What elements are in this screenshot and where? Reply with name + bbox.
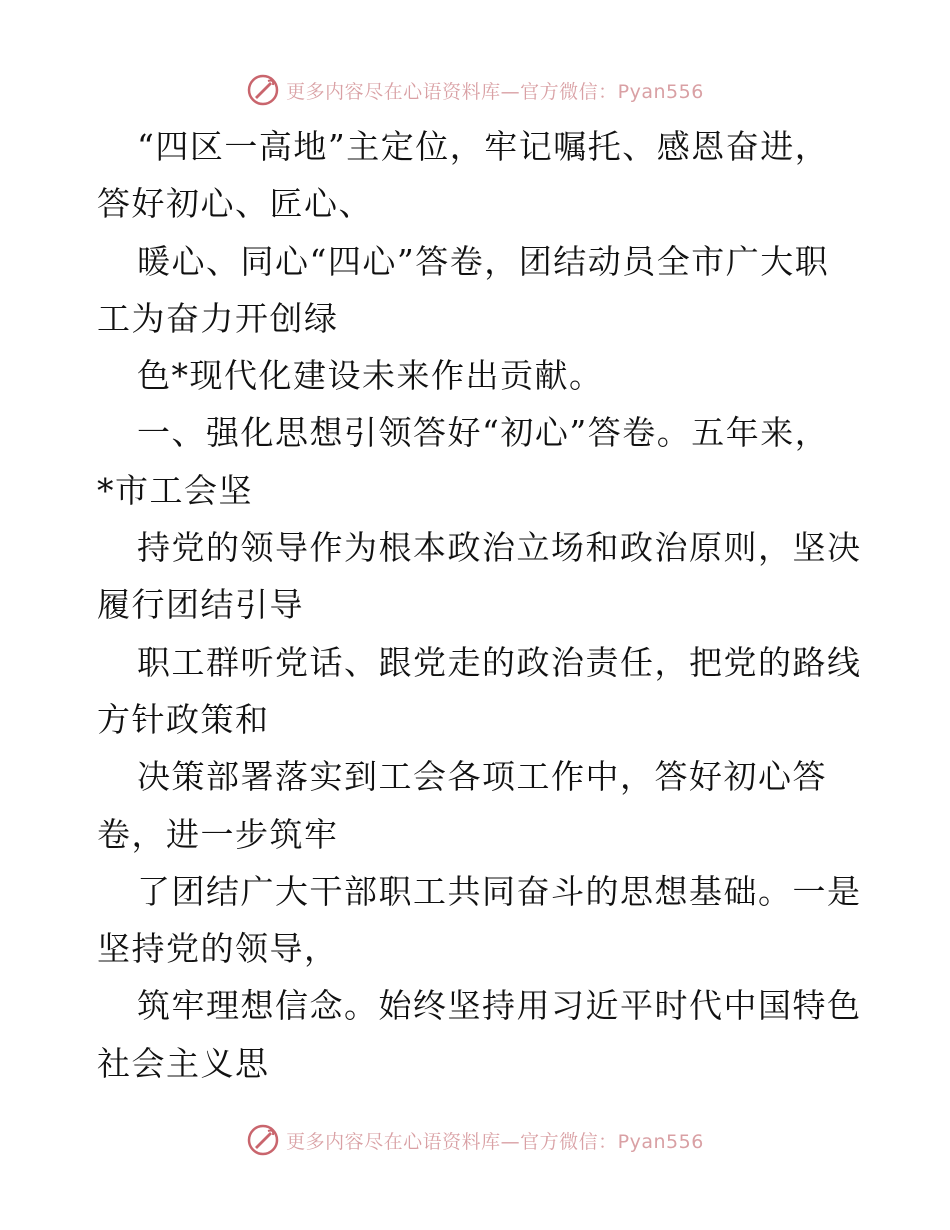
watermark-text: 更多内容尽在心语资料库—官方微信：Pyan556 bbox=[286, 1130, 704, 1153]
document-body bbox=[97, 118, 867, 1092]
text-line: 决策部署落实到工会各项工作中，答好初心答 bbox=[137, 757, 827, 797]
text-line: 工为奋力开创绿 bbox=[97, 298, 339, 338]
text-line: “四区一高地”主定位，牢记嘱托、感恩奋进， bbox=[137, 127, 830, 166]
text-line: 了团结广大干部职工共同奋斗的思想基础。一是 bbox=[137, 871, 862, 911]
quill-logo-icon bbox=[246, 1123, 280, 1157]
text-line: 方针政策和 bbox=[97, 699, 270, 739]
text-line: 社会主义思 bbox=[97, 1043, 270, 1083]
text-line: 答好初心、匠心、 bbox=[97, 184, 373, 224]
text-line: 持党的领导作为根本政治立场和政治原则，坚决 bbox=[137, 528, 862, 568]
text-line: 坚持党的领导， bbox=[97, 929, 339, 969]
watermark-text: 更多内容尽在心语资料库—官方微信：Pyan556 bbox=[286, 80, 704, 103]
text-line: 暖心、同心“四心”答卷，团结动员全市广大职 bbox=[137, 241, 830, 281]
footer-watermark bbox=[0, 1120, 950, 1160]
text-line: 卷，进一步筑牢 bbox=[97, 814, 339, 854]
quill-logo-icon bbox=[246, 73, 280, 107]
header-watermark bbox=[0, 70, 950, 110]
text-line: *市工会坚 bbox=[97, 470, 253, 510]
text-line: 筑牢理想信念。始终坚持用习近平时代中国特色 bbox=[137, 986, 862, 1026]
text-line: 一、强化思想引领答好“初心”答卷。五年来， bbox=[137, 413, 830, 453]
text-line: 履行团结引导 bbox=[97, 585, 304, 625]
text-line: 色*现代化建设未来作出贡献。 bbox=[137, 356, 604, 396]
text-line: 职工群听党话、跟党走的政治责任，把党的路线 bbox=[137, 642, 862, 682]
